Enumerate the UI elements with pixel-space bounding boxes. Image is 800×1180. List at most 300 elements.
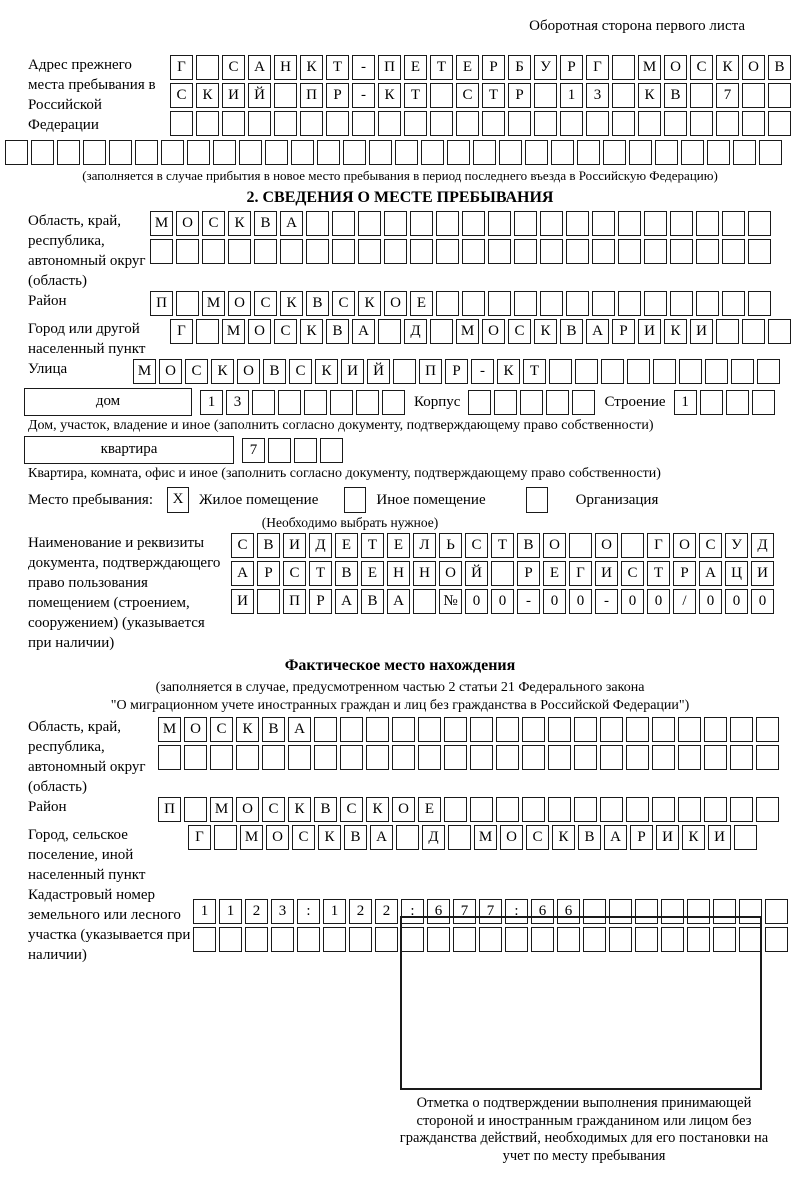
char-box[interactable]: 7 (453, 899, 476, 924)
char-box[interactable] (496, 717, 519, 742)
char-box[interactable]: С (526, 825, 549, 850)
char-box[interactable]: 2 (349, 899, 372, 924)
char-box[interactable] (306, 239, 329, 264)
char-box[interactable] (193, 927, 216, 952)
char-box[interactable] (664, 111, 687, 136)
char-box[interactable]: Н (387, 561, 410, 586)
char-box[interactable] (184, 745, 207, 770)
char-box[interactable] (444, 717, 467, 742)
char-box[interactable] (618, 211, 641, 236)
char-box[interactable] (626, 717, 649, 742)
char-box[interactable] (696, 239, 719, 264)
char-box[interactable] (756, 745, 779, 770)
char-box[interactable] (257, 589, 280, 614)
char-box[interactable]: Г (647, 533, 670, 558)
char-box[interactable] (600, 717, 623, 742)
char-box[interactable] (252, 390, 275, 415)
char-box[interactable] (742, 111, 765, 136)
char-box[interactable] (574, 797, 597, 822)
char-box[interactable]: А (288, 717, 311, 742)
char-box[interactable] (522, 717, 545, 742)
char-box[interactable]: 0 (621, 589, 644, 614)
char-box[interactable]: 6 (557, 899, 580, 924)
char-box[interactable]: К (196, 83, 219, 108)
char-box[interactable] (756, 797, 779, 822)
char-box[interactable] (618, 239, 641, 264)
char-box[interactable] (752, 390, 775, 415)
char-box[interactable] (410, 239, 433, 264)
char-box[interactable] (340, 745, 363, 770)
char-box[interactable]: Р (612, 319, 635, 344)
char-box[interactable] (618, 291, 641, 316)
char-box[interactable] (681, 140, 704, 165)
char-box[interactable]: Г (170, 319, 193, 344)
char-box[interactable] (768, 319, 791, 344)
char-box[interactable] (109, 140, 132, 165)
char-box[interactable] (280, 239, 303, 264)
char-box[interactable]: Й (367, 359, 390, 384)
char-box[interactable]: К (315, 359, 338, 384)
char-box[interactable] (320, 438, 343, 463)
char-box[interactable]: Д (751, 533, 774, 558)
char-box[interactable]: Р (673, 561, 696, 586)
char-box[interactable] (612, 111, 635, 136)
char-box[interactable] (730, 797, 753, 822)
char-box[interactable]: Р (257, 561, 280, 586)
char-box[interactable] (462, 211, 485, 236)
char-box[interactable]: А (699, 561, 722, 586)
char-box[interactable]: О (595, 533, 618, 558)
char-box[interactable]: Р (517, 561, 540, 586)
char-box[interactable] (410, 211, 433, 236)
char-box[interactable] (548, 717, 571, 742)
char-box[interactable] (187, 140, 210, 165)
char-box[interactable]: И (708, 825, 731, 850)
char-box[interactable] (170, 111, 193, 136)
char-box[interactable] (436, 211, 459, 236)
char-box[interactable]: К (552, 825, 575, 850)
char-box[interactable]: О (248, 319, 271, 344)
char-box[interactable] (222, 111, 245, 136)
char-box[interactable]: К (300, 55, 323, 80)
char-box[interactable] (161, 140, 184, 165)
char-box[interactable] (574, 745, 597, 770)
char-box[interactable]: М (222, 319, 245, 344)
char-box[interactable]: И (341, 359, 364, 384)
char-box[interactable] (496, 745, 519, 770)
char-box[interactable]: В (262, 717, 285, 742)
char-box[interactable]: В (664, 83, 687, 108)
char-box[interactable] (534, 111, 557, 136)
char-box[interactable] (722, 291, 745, 316)
char-box[interactable] (83, 140, 106, 165)
char-box[interactable]: И (595, 561, 618, 586)
char-box[interactable] (196, 319, 219, 344)
char-box[interactable]: К (664, 319, 687, 344)
char-box[interactable] (349, 927, 372, 952)
char-box[interactable]: У (534, 55, 557, 80)
char-box[interactable]: А (248, 55, 271, 80)
char-box[interactable]: Г (188, 825, 211, 850)
char-box[interactable] (5, 140, 28, 165)
char-box[interactable] (462, 239, 485, 264)
char-box[interactable]: О (439, 561, 462, 586)
char-box[interactable] (742, 319, 765, 344)
char-box[interactable] (765, 899, 788, 924)
char-box[interactable] (184, 797, 207, 822)
char-box[interactable] (271, 927, 294, 952)
char-box[interactable]: С (210, 717, 233, 742)
char-box[interactable]: К (236, 717, 259, 742)
char-box[interactable] (395, 140, 418, 165)
char-box[interactable] (644, 239, 667, 264)
char-box[interactable]: / (673, 589, 696, 614)
char-box[interactable]: В (263, 359, 286, 384)
char-box[interactable] (600, 745, 623, 770)
char-box[interactable]: И (638, 319, 661, 344)
char-box[interactable]: М (210, 797, 233, 822)
char-box[interactable] (470, 717, 493, 742)
char-box[interactable] (248, 111, 271, 136)
char-box[interactable] (378, 111, 401, 136)
char-box[interactable] (358, 239, 381, 264)
char-box[interactable] (393, 359, 416, 384)
char-box[interactable]: Л (413, 533, 436, 558)
char-box[interactable]: С (222, 55, 245, 80)
char-box[interactable]: Е (361, 561, 384, 586)
char-box[interactable] (734, 825, 757, 850)
char-box[interactable] (592, 239, 615, 264)
char-box[interactable]: О (228, 291, 251, 316)
char-box[interactable] (314, 745, 337, 770)
char-box[interactable] (690, 111, 713, 136)
char-box[interactable] (421, 140, 444, 165)
char-box[interactable]: В (326, 319, 349, 344)
char-box[interactable]: : (401, 899, 424, 924)
char-box[interactable]: П (158, 797, 181, 822)
char-box[interactable] (574, 717, 597, 742)
char-box[interactable]: 0 (569, 589, 592, 614)
char-box[interactable] (566, 239, 589, 264)
char-box[interactable] (418, 745, 441, 770)
char-box[interactable]: О (664, 55, 687, 80)
char-box[interactable] (482, 111, 505, 136)
char-box[interactable] (462, 291, 485, 316)
char-box[interactable]: К (288, 797, 311, 822)
residential-premises-checkbox[interactable]: X (167, 487, 189, 513)
char-box[interactable] (413, 589, 436, 614)
char-box[interactable] (382, 390, 405, 415)
char-box[interactable]: В (257, 533, 280, 558)
char-box[interactable]: 1 (200, 390, 223, 415)
char-box[interactable]: 0 (699, 589, 722, 614)
char-box[interactable] (757, 359, 780, 384)
char-box[interactable] (577, 140, 600, 165)
char-box[interactable]: Р (560, 55, 583, 80)
char-box[interactable] (548, 797, 571, 822)
char-box[interactable] (448, 825, 471, 850)
char-box[interactable] (430, 111, 453, 136)
char-box[interactable]: А (231, 561, 254, 586)
char-box[interactable] (488, 211, 511, 236)
char-box[interactable]: В (344, 825, 367, 850)
char-box[interactable] (326, 111, 349, 136)
char-box[interactable]: 3 (226, 390, 249, 415)
char-box[interactable] (768, 83, 791, 108)
char-box[interactable] (765, 927, 788, 952)
char-box[interactable] (332, 239, 355, 264)
char-box[interactable]: К (534, 319, 557, 344)
char-box[interactable] (705, 359, 728, 384)
char-box[interactable]: Г (569, 561, 592, 586)
char-box[interactable]: 2 (375, 899, 398, 924)
char-box[interactable] (384, 211, 407, 236)
char-box[interactable] (378, 319, 401, 344)
char-box[interactable]: М (133, 359, 156, 384)
char-box[interactable] (294, 438, 317, 463)
char-box[interactable]: П (419, 359, 442, 384)
char-box[interactable]: Б (508, 55, 531, 80)
char-box[interactable] (245, 927, 268, 952)
char-box[interactable] (549, 359, 572, 384)
char-box[interactable] (572, 390, 595, 415)
char-box[interactable]: С (699, 533, 722, 558)
char-box[interactable] (730, 745, 753, 770)
char-box[interactable] (534, 83, 557, 108)
char-box[interactable] (430, 319, 453, 344)
char-box[interactable]: О (673, 533, 696, 558)
char-box[interactable] (268, 438, 291, 463)
char-box[interactable]: Ь (439, 533, 462, 558)
char-box[interactable]: Р (630, 825, 653, 850)
char-box[interactable]: М (150, 211, 173, 236)
char-box[interactable]: П (300, 83, 323, 108)
char-box[interactable] (447, 140, 470, 165)
char-box[interactable] (392, 745, 415, 770)
char-box[interactable] (262, 745, 285, 770)
char-box[interactable]: Т (361, 533, 384, 558)
char-box[interactable]: В (768, 55, 791, 80)
char-box[interactable] (304, 390, 327, 415)
char-box[interactable]: И (751, 561, 774, 586)
char-box[interactable]: С (202, 211, 225, 236)
char-box[interactable] (496, 797, 519, 822)
char-box[interactable]: : (297, 899, 320, 924)
char-box[interactable]: Ц (725, 561, 748, 586)
char-box[interactable] (522, 797, 545, 822)
char-box[interactable] (514, 291, 537, 316)
char-box[interactable] (456, 111, 479, 136)
char-box[interactable]: С (289, 359, 312, 384)
char-box[interactable]: М (158, 717, 181, 742)
char-box[interactable]: 6 (531, 899, 554, 924)
char-box[interactable]: - (595, 589, 618, 614)
char-box[interactable]: Р (508, 83, 531, 108)
char-box[interactable]: Т (404, 83, 427, 108)
char-box[interactable]: Н (413, 561, 436, 586)
char-box[interactable] (514, 211, 537, 236)
char-box[interactable] (548, 745, 571, 770)
char-box[interactable]: Й (248, 83, 271, 108)
char-box[interactable] (297, 927, 320, 952)
char-box[interactable] (612, 83, 635, 108)
char-box[interactable] (473, 140, 496, 165)
char-box[interactable] (488, 291, 511, 316)
char-box[interactable]: К (300, 319, 323, 344)
char-box[interactable] (655, 140, 678, 165)
char-box[interactable] (31, 140, 54, 165)
char-box[interactable] (470, 797, 493, 822)
char-box[interactable] (491, 561, 514, 586)
char-box[interactable] (638, 111, 661, 136)
char-box[interactable]: 0 (491, 589, 514, 614)
char-box[interactable] (340, 717, 363, 742)
char-box[interactable]: Е (387, 533, 410, 558)
char-box[interactable]: А (370, 825, 393, 850)
char-box[interactable]: К (378, 83, 401, 108)
char-box[interactable]: 1 (323, 899, 346, 924)
char-box[interactable]: С (508, 319, 531, 344)
char-box[interactable] (569, 533, 592, 558)
char-box[interactable] (560, 111, 583, 136)
char-box[interactable] (707, 140, 730, 165)
char-box[interactable]: К (280, 291, 303, 316)
char-box[interactable]: М (202, 291, 225, 316)
char-box[interactable]: Т (430, 55, 453, 80)
char-box[interactable] (716, 319, 739, 344)
char-box[interactable] (626, 745, 649, 770)
char-box[interactable]: - (517, 589, 540, 614)
char-box[interactable]: Е (543, 561, 566, 586)
char-box[interactable] (158, 745, 181, 770)
char-box[interactable] (210, 745, 233, 770)
char-box[interactable]: С (262, 797, 285, 822)
char-box[interactable] (306, 211, 329, 236)
char-box[interactable]: С (170, 83, 193, 108)
char-box[interactable]: А (604, 825, 627, 850)
char-box[interactable]: И (222, 83, 245, 108)
char-box[interactable]: Т (309, 561, 332, 586)
char-box[interactable] (470, 745, 493, 770)
char-box[interactable] (768, 111, 791, 136)
char-box[interactable] (499, 140, 522, 165)
char-box[interactable] (520, 390, 543, 415)
char-box[interactable]: № (439, 589, 462, 614)
char-box[interactable]: О (482, 319, 505, 344)
char-box[interactable] (652, 717, 675, 742)
char-box[interactable] (436, 291, 459, 316)
char-box[interactable]: Р (326, 83, 349, 108)
char-box[interactable] (392, 717, 415, 742)
organization-checkbox[interactable] (526, 487, 548, 513)
char-box[interactable]: П (378, 55, 401, 80)
char-box[interactable] (704, 745, 727, 770)
char-box[interactable] (690, 83, 713, 108)
char-box[interactable] (716, 111, 739, 136)
char-box[interactable]: 1 (560, 83, 583, 108)
char-box[interactable]: 1 (674, 390, 697, 415)
char-box[interactable]: А (352, 319, 375, 344)
char-box[interactable] (731, 359, 754, 384)
char-box[interactable]: С (621, 561, 644, 586)
char-box[interactable] (214, 825, 237, 850)
char-box[interactable]: И (690, 319, 713, 344)
char-box[interactable] (621, 533, 644, 558)
char-box[interactable] (678, 717, 701, 742)
char-box[interactable]: О (237, 359, 260, 384)
char-box[interactable] (540, 291, 563, 316)
other-premises-checkbox[interactable] (344, 487, 366, 513)
char-box[interactable] (176, 239, 199, 264)
char-box[interactable]: 0 (751, 589, 774, 614)
char-box[interactable] (670, 291, 693, 316)
char-box[interactable]: К (497, 359, 520, 384)
char-box[interactable] (540, 239, 563, 264)
char-box[interactable] (678, 797, 701, 822)
char-box[interactable]: К (211, 359, 234, 384)
char-box[interactable]: - (471, 359, 494, 384)
char-box[interactable] (652, 797, 675, 822)
char-box[interactable] (652, 745, 675, 770)
char-box[interactable] (57, 140, 80, 165)
char-box[interactable]: Р (445, 359, 468, 384)
char-box[interactable] (678, 745, 701, 770)
char-box[interactable] (314, 717, 337, 742)
char-box[interactable]: Г (586, 55, 609, 80)
char-box[interactable] (600, 797, 623, 822)
char-box[interactable] (352, 111, 375, 136)
char-box[interactable]: 7 (479, 899, 502, 924)
char-box[interactable]: И (656, 825, 679, 850)
char-box[interactable] (375, 927, 398, 952)
char-box[interactable] (653, 359, 676, 384)
char-box[interactable]: - (352, 55, 375, 80)
char-box[interactable]: Е (410, 291, 433, 316)
char-box[interactable]: К (638, 83, 661, 108)
char-box[interactable] (366, 745, 389, 770)
char-box[interactable] (444, 797, 467, 822)
char-box[interactable] (726, 390, 749, 415)
char-box[interactable] (418, 717, 441, 742)
char-box[interactable]: Т (647, 561, 670, 586)
char-box[interactable] (592, 211, 615, 236)
char-box[interactable] (330, 390, 353, 415)
char-box[interactable]: Р (309, 589, 332, 614)
char-box[interactable]: Т (326, 55, 349, 80)
char-box[interactable] (704, 797, 727, 822)
char-box[interactable] (300, 111, 323, 136)
char-box[interactable]: В (560, 319, 583, 344)
char-box[interactable] (566, 291, 589, 316)
char-box[interactable]: Р (482, 55, 505, 80)
char-box[interactable]: И (283, 533, 306, 558)
char-box[interactable]: С (465, 533, 488, 558)
char-box[interactable] (696, 211, 719, 236)
char-box[interactable]: У (725, 533, 748, 558)
char-box[interactable]: О (543, 533, 566, 558)
char-box[interactable] (742, 83, 765, 108)
char-box[interactable]: 0 (725, 589, 748, 614)
char-box[interactable] (278, 390, 301, 415)
char-box[interactable] (196, 55, 219, 80)
char-box[interactable]: С (254, 291, 277, 316)
char-box[interactable]: Г (170, 55, 193, 80)
char-box[interactable]: Д (404, 319, 427, 344)
char-box[interactable]: С (274, 319, 297, 344)
char-box[interactable] (670, 239, 693, 264)
char-box[interactable] (629, 140, 652, 165)
char-box[interactable] (679, 359, 702, 384)
